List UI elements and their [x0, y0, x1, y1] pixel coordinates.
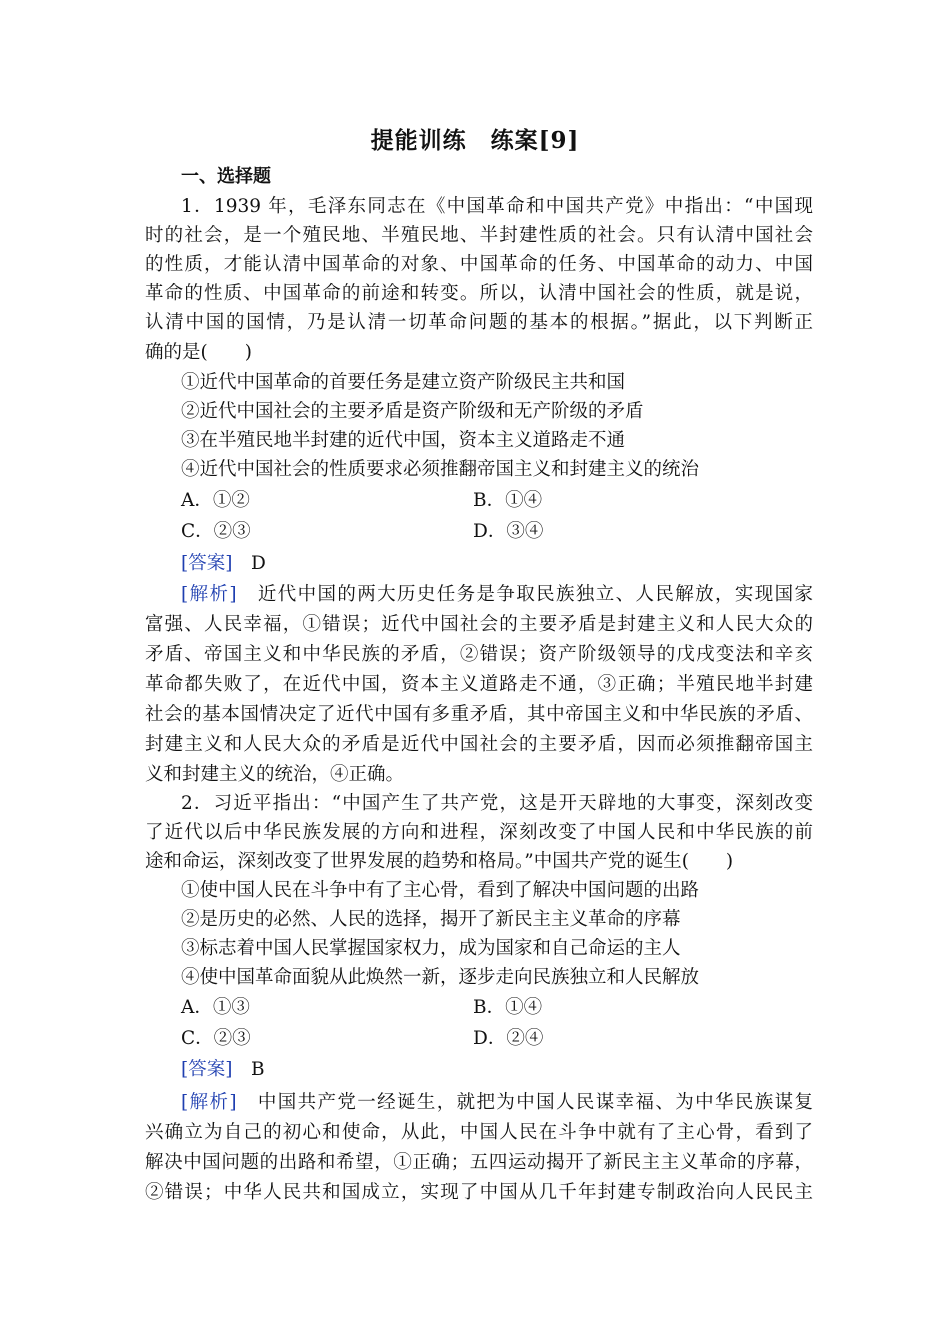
analysis-text: 中国共产党一经诞生，就把为中国人民谋幸福、为中华民族谋复 [257, 1092, 813, 1113]
q1-analysis-line: 富强、人民幸福，①错误；近代中国社会的主要矛盾是封建主义和人民大众的 [145, 614, 813, 635]
q2-statement: ④使中国革命面貌从此焕然一新，逐步走向民族独立和人民解放 [181, 967, 700, 988]
q1-analysis-line: 矛盾、帝国主义和中华民族的矛盾，②错误；资产阶级领导的戊戌变法和辛亥 [145, 644, 813, 665]
q2-analysis-line [181, 1088, 813, 1117]
q2-answer [181, 1055, 813, 1084]
q1-option-a: A．①② [181, 490, 250, 511]
q2-stem-line: 了近代以后中华民族发展的方向和进程，深刻改变了中国人民和中华民族的前 [145, 822, 813, 843]
q1-statement: ①近代中国革命的首要任务是建立资产阶级民主共和国 [181, 372, 626, 393]
q1-option-b: B．①④ [473, 490, 543, 511]
analysis-tag: [解析] [181, 584, 237, 605]
q1-statement: ④近代中国社会的性质要求必须推翻帝国主义和封建主义的统治 [181, 459, 700, 480]
q1-analysis-line: 社会的基本国情决定了近代中国有多重矛盾，其中帝国主义和中华民族的矛盾、 [145, 704, 813, 725]
answer-tag: [答案] [181, 553, 233, 574]
q2-statement: ②是历史的必然、人民的选择，揭开了新民主主义革命的序幕 [181, 909, 681, 930]
q2-analysis-line: 解决中国问题的出路和希望，①正确；五四运动揭开了新民主主义革命的序幕， [145, 1152, 813, 1173]
q2-option-c: C．②③ [181, 1028, 251, 1049]
q1-analysis-line: 封建主义和人民大众的矛盾是近代中国社会的主要矛盾，因而必须推翻帝国主 [145, 734, 813, 755]
q2-statement: ③标志着中国人民掌握国家权力，成为国家和自己命运的主人 [181, 938, 681, 959]
page-title: 提能训练 练案[9] [370, 127, 580, 154]
q2-statement: ①使中国人民在斗争中有了主心骨，看到了解决中国问题的出路 [181, 880, 700, 901]
q1-answer [181, 549, 813, 578]
q1-option-c: C．②③ [181, 521, 251, 542]
q1-stem-line: 1．1939 年，毛泽东同志在《中国革命和中国共产党》中指出：“中国现 [181, 196, 813, 217]
q1-analysis-line: 革命都失败了，在近代中国，资本主义道路走不通，③正确；半殖民地半封建 [145, 674, 813, 695]
q2-stem-line: 2．习近平指出：“中国产生了共产党，这是开天辟地的大事变，深刻改变 [181, 793, 813, 814]
answer-tag: [答案] [181, 1059, 233, 1080]
q1-stem-line: 时的社会，是一个殖民地、半殖民地、半封建性质的社会。只有认清中国社会 [145, 225, 813, 246]
q1-statement: ③在半殖民地半封建的近代中国，资本主义道路走不通 [181, 430, 626, 451]
q1-analysis-line: 义和封建主义的统治，④正确。 [145, 764, 405, 785]
q1-stem-line: 革命的性质、中国革命的前途和转变。所以，认清中国社会的性质，就是说， [145, 283, 813, 304]
q1-statement: ②近代中国社会的主要矛盾是资产阶级和无产阶级的矛盾 [181, 401, 644, 422]
section-heading: 一、选择题 [181, 166, 271, 187]
analysis-text: 近代中国的两大历史任务是争取民族独立、人民解放，实现国家 [257, 584, 813, 605]
analysis-tag: [解析] [181, 1092, 237, 1113]
q2-analysis-line: ②错误；中华人民共和国成立，实现了中国从几千年封建专制政治向人民民主 [145, 1182, 813, 1203]
q2-analysis-line: 兴确立为自己的初心和使命，从此，中国人民在斗争中就有了主心骨，看到了 [145, 1122, 813, 1143]
q2-option-b: B．①④ [473, 997, 543, 1018]
q2-option-d: D．②④ [473, 1028, 544, 1049]
answer-value: D [250, 553, 266, 574]
q1-analysis-line [181, 580, 813, 609]
q1-stem-line: 认清中国的国情，乃是认清一切革命问题的基本的根据。”据此，以下判断正 [145, 312, 813, 333]
q1-stem-line: 确的是( ) [145, 342, 252, 363]
q1-option-d: D．③④ [473, 521, 544, 542]
q1-stem-line: 的性质，才能认清中国革命的对象、中国革命的任务、中国革命的动力、中国 [145, 254, 813, 275]
answer-value: B [250, 1059, 265, 1080]
q2-stem-line: 途和命运，深刻改变了世界发展的趋势和格局。”中国共产党的诞生( ) [145, 851, 734, 872]
q2-option-a: A．①③ [181, 997, 250, 1018]
